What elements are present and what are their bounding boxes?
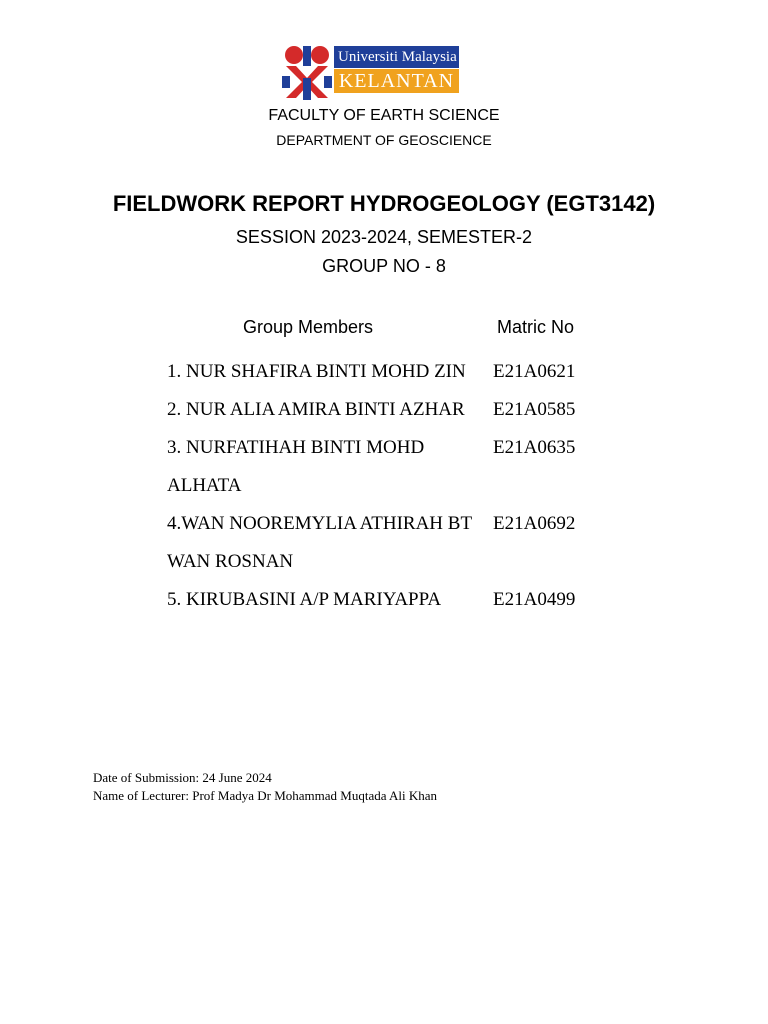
member-row xyxy=(167,505,627,581)
members-list xyxy=(167,353,627,619)
member-matric: E21A0621 xyxy=(493,361,576,382)
member-row xyxy=(167,581,627,619)
university-logo xyxy=(280,42,460,102)
faculty-name: FACULTY OF EARTH SCIENCE xyxy=(268,107,500,124)
member-name: 3. NURFATIHAH BINTI MOHD ALHATA xyxy=(167,437,425,496)
member-row xyxy=(167,429,627,505)
group-number: GROUP NO - 8 xyxy=(322,256,446,276)
member-row xyxy=(167,353,627,391)
member-row xyxy=(167,391,627,429)
member-name: 1. NUR SHAFIRA BINTI MOHD ZIN xyxy=(167,361,466,382)
header-matric-no: Matric No xyxy=(497,317,575,337)
member-name: 5. KIRUBASINI A/P MARIYAPPA xyxy=(167,589,442,610)
member-matric: E21A0635 xyxy=(493,437,576,458)
member-matric: E21A0692 xyxy=(493,513,576,534)
department-name: DEPARTMENT OF GEOSCIENCE xyxy=(276,132,492,148)
lecturer-name: Name of Lecturer: Prof Madya Dr Mohammad Muqtada Ali Khan xyxy=(93,788,438,803)
report-title: FIELDWORK REPORT HYDROGEOLOGY (EGT3142) xyxy=(112,191,656,216)
logo-text-university: Universiti Malaysia xyxy=(334,46,459,68)
logo-emblem-icon xyxy=(280,42,334,102)
member-matric: E21A0585 xyxy=(493,399,576,420)
member-name: 2. NUR ALIA AMIRA BINTI AZHAR xyxy=(167,399,465,420)
session-line: SESSION 2023-2024, SEMESTER-2 xyxy=(235,227,533,247)
submission-date: Date of Submission: 24 June 2024 xyxy=(93,770,272,785)
submission-info xyxy=(93,769,437,805)
member-name: 4.WAN NOOREMYLIA ATHIRAH BT WAN ROSNAN xyxy=(167,513,472,572)
member-matric: E21A0499 xyxy=(493,589,576,610)
logo-text-kelantan: KELANTAN xyxy=(334,69,459,93)
header-group-members: Group Members xyxy=(243,317,374,337)
